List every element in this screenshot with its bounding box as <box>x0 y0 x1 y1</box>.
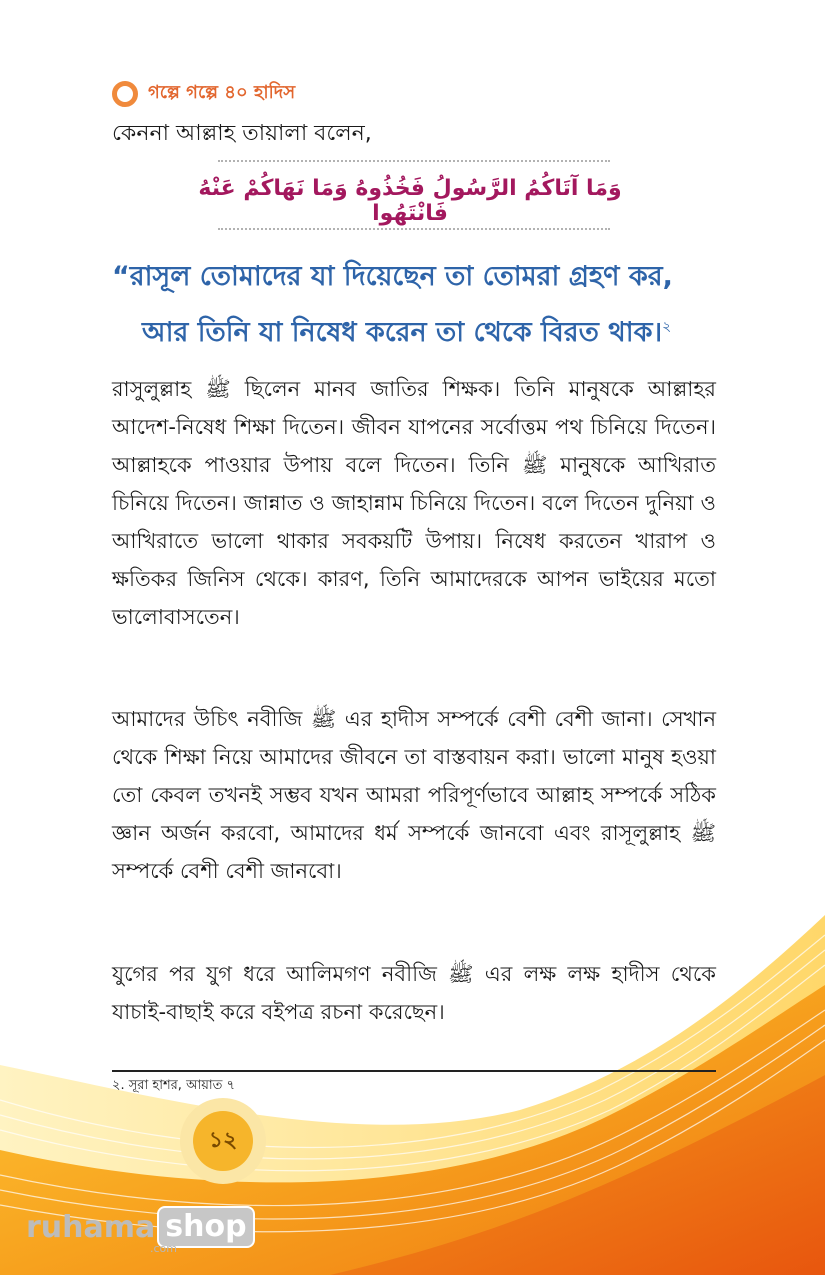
arabic-verse: وَمَا آتَاكُمُ الرَّسُولُ فَخُذُوهُ وَمَا نَهَاكُمْ عَنْهُ فَانْتَهُوا <box>198 176 622 226</box>
watermark-domain: .com <box>150 1242 177 1255</box>
footnote: ২. সূরা হাশর, আয়াত ৭ <box>112 1078 235 1093</box>
quote-line-1: “রাসূল তোমাদের যা দিয়েছেন তা তোমরা গ্রহণ কর, <box>112 261 673 292</box>
page-number: ১২ <box>193 1111 253 1171</box>
watermark-shop: shop <box>157 1206 254 1248</box>
dotted-divider-bottom <box>218 228 610 230</box>
page-number-badge <box>180 1098 266 1184</box>
watermark-brand: ruhama <box>26 1209 156 1245</box>
ruhama-shop-watermark <box>26 1206 255 1255</box>
verse-translation-quote <box>112 252 722 358</box>
footnote-reference: ২ <box>662 319 672 335</box>
quote-line-2: আর তিনি যা নিষেধ করেন তা থেকে বিরত থাক। <box>142 317 663 348</box>
paragraph-1: রাসুলুল্লাহ ﷺ ছিলেন মানব জাতির শিক্ষক। তিনি মানুষকে আল্লাহর আদেশ-নিষেধ শিক্ষা দিতেন। জীবন যাপনের সর্বোত্তম পথ চিনিয়ে দিতেন। আল্লাহকে পাওয়ার উপায় বলে দিতেন। তিনি ﷺ মানুষকে আখিরাত চিনিয়ে দিতেন। জান্নাত ও জাহান্নাম চিনিয়ে দিতেন। বলে দিতেন দুনিয়া ও আখিরাতে ভালো থাকার সবকয়টি উপায়। নিষেধ করতেন খারাপ ও ক্ষতিকর জিনিস থেকে। কারণ, তিনি আমাদেরকে আপন ভাইয়ের মতো ভালোবাসতেন। <box>112 377 716 629</box>
footnote-divider <box>112 1070 716 1072</box>
quote-line-2-wrap <box>112 302 722 358</box>
book-title: গল্পে গল্পে ৪০ হাদিস <box>148 82 296 103</box>
running-header <box>112 78 295 109</box>
paragraph-3: যুগের পর যুগ ধরে আলিমগণ নবীজি ﷺ এর লক্ষ লক্ষ হাদীস থেকে যাচাই-বাছাই করে বইপত্র রচনা করেছেন। <box>112 962 716 1024</box>
dotted-divider-top <box>218 160 610 162</box>
bullet-ring-icon <box>112 81 138 107</box>
intro-line: কেননা আল্লাহ তায়ালা বলেন, <box>112 121 372 146</box>
paragraph-2: আমাদের উচিৎ নবীজি ﷺ এর হাদীস সম্পর্কে বেশী বেশী জানা। সেখান থেকে শিক্ষা নিয়ে আমাদের জীবনে তা বাস্তবায়ন করা। ভালো মানুষ হওয়া তো কেবল তখনই সম্ভব যখন আমরা পরিপূর্ণভাবে আল্লাহ সম্পর্কে সঠিক জ্ঞান অর্জন করবো, আমাদের ধর্ম সম্পর্কে জানবো এবং রাসূলুল্লাহ ﷺ সম্পর্কে বেশী বেশী জানবো। <box>112 707 716 883</box>
